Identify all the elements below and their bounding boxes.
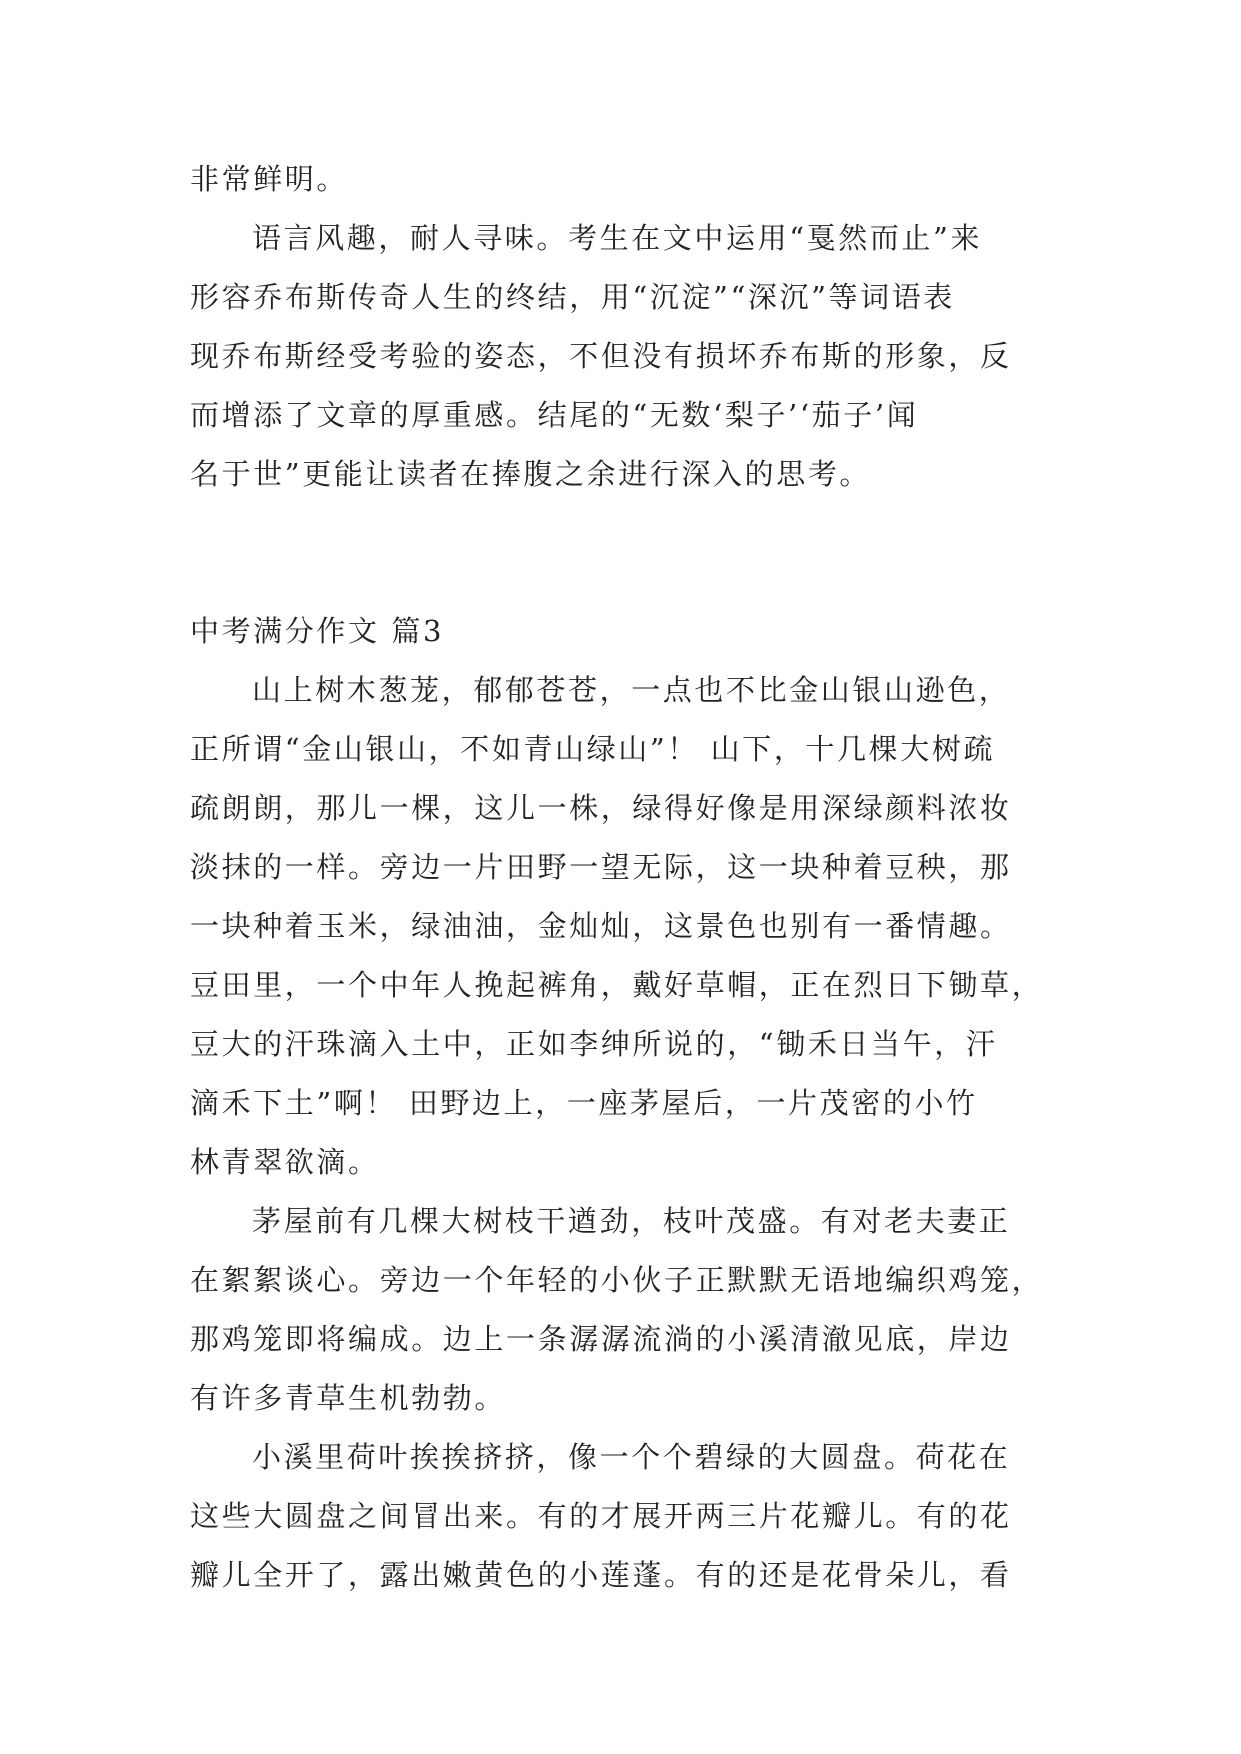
paragraph-line: 现乔布斯经受考验的姿态，不但没有损坏乔布斯的形象，反 bbox=[190, 339, 1012, 373]
paragraph-line: 一块种着玉米，绿油油，金灿灿，这景色也别有一番情趣。 bbox=[190, 909, 1012, 943]
paragraph-line: 瓣儿全开了，露出嫩黄色的小莲蓬。有的还是花骨朵儿，看 bbox=[190, 1558, 1012, 1592]
paragraph-line: 有许多青草生机勃勃。 bbox=[190, 1381, 507, 1415]
paragraph-line: 茅屋前有几棵大树枝干遒劲，枝叶茂盛。有对老夫妻正 bbox=[252, 1204, 1011, 1238]
paragraph-line: 在絮絮谈心。旁边一个年轻的小伙子正默默无语地编织鸡笼， bbox=[190, 1263, 1044, 1297]
document-page bbox=[190, 150, 1050, 1605]
paragraph-line: 非常鲜明。 bbox=[190, 162, 349, 196]
paragraph-line: 山上树木葱茏，郁郁苍苍，一点也不比金山银山逊色， bbox=[252, 673, 1011, 707]
paragraph-5 bbox=[190, 1428, 1050, 1605]
paragraph-line: 正所谓“金山银山，不如青山绿山”！ 山下，十几棵大树疏 bbox=[190, 732, 996, 766]
paragraph-line: 语言风趣，耐人寻味。考生在文中运用“戛然而止”来 bbox=[252, 221, 983, 255]
paragraph-line: 滴禾下土”啊！ 田野边上，一座茅屋后，一片茂密的小竹 bbox=[190, 1086, 978, 1120]
paragraph-2 bbox=[190, 209, 1050, 504]
paragraph-line: 这些大圆盘之间冒出来。有的才展开两三片花瓣儿。有的花 bbox=[190, 1499, 1012, 1533]
paragraph-line: 而增添了文章的厚重感。结尾的“无数‘梨子’‘茄子’闻 bbox=[190, 398, 919, 432]
paragraph-line: 林青翠欲滴。 bbox=[190, 1145, 380, 1179]
paragraph-line: 形容乔布斯传奇人生的终结，用“沉淀”“深沉”等词语表 bbox=[190, 280, 955, 314]
paragraph-line: 淡抹的一样。旁边一片田野一望无际，这一块种着豆秧，那 bbox=[190, 850, 1012, 884]
section-spacer bbox=[190, 504, 1050, 602]
paragraph-line: 豆田里，一个中年人挽起裤角，戴好草帽，正在烈日下锄草， bbox=[190, 968, 1044, 1002]
paragraph-line: 小溪里荷叶挨挨挤挤，像一个个碧绿的大圆盘。荷花在 bbox=[252, 1440, 1011, 1474]
section-heading bbox=[190, 602, 1050, 661]
paragraph-line: 那鸡笼即将编成。边上一条潺潺流淌的小溪清澈见底，岸边 bbox=[190, 1322, 1012, 1356]
paragraph-4 bbox=[190, 1192, 1050, 1428]
paragraph-line: 名于世”更能让读者在捧腹之余进行深入的思考。 bbox=[190, 457, 872, 491]
paragraph-3 bbox=[190, 661, 1050, 1192]
paragraph-1 bbox=[190, 150, 1050, 209]
paragraph-line: 豆大的汗珠滴入土中，正如李绅所说的，“锄禾日当午，汗 bbox=[190, 1027, 998, 1061]
paragraph-line: 疏朗朗，那儿一棵，这儿一株，绿得好像是用深绿颜料浓妆 bbox=[190, 791, 1012, 825]
section-heading-text: 中考满分作文 篇3 bbox=[190, 614, 445, 648]
